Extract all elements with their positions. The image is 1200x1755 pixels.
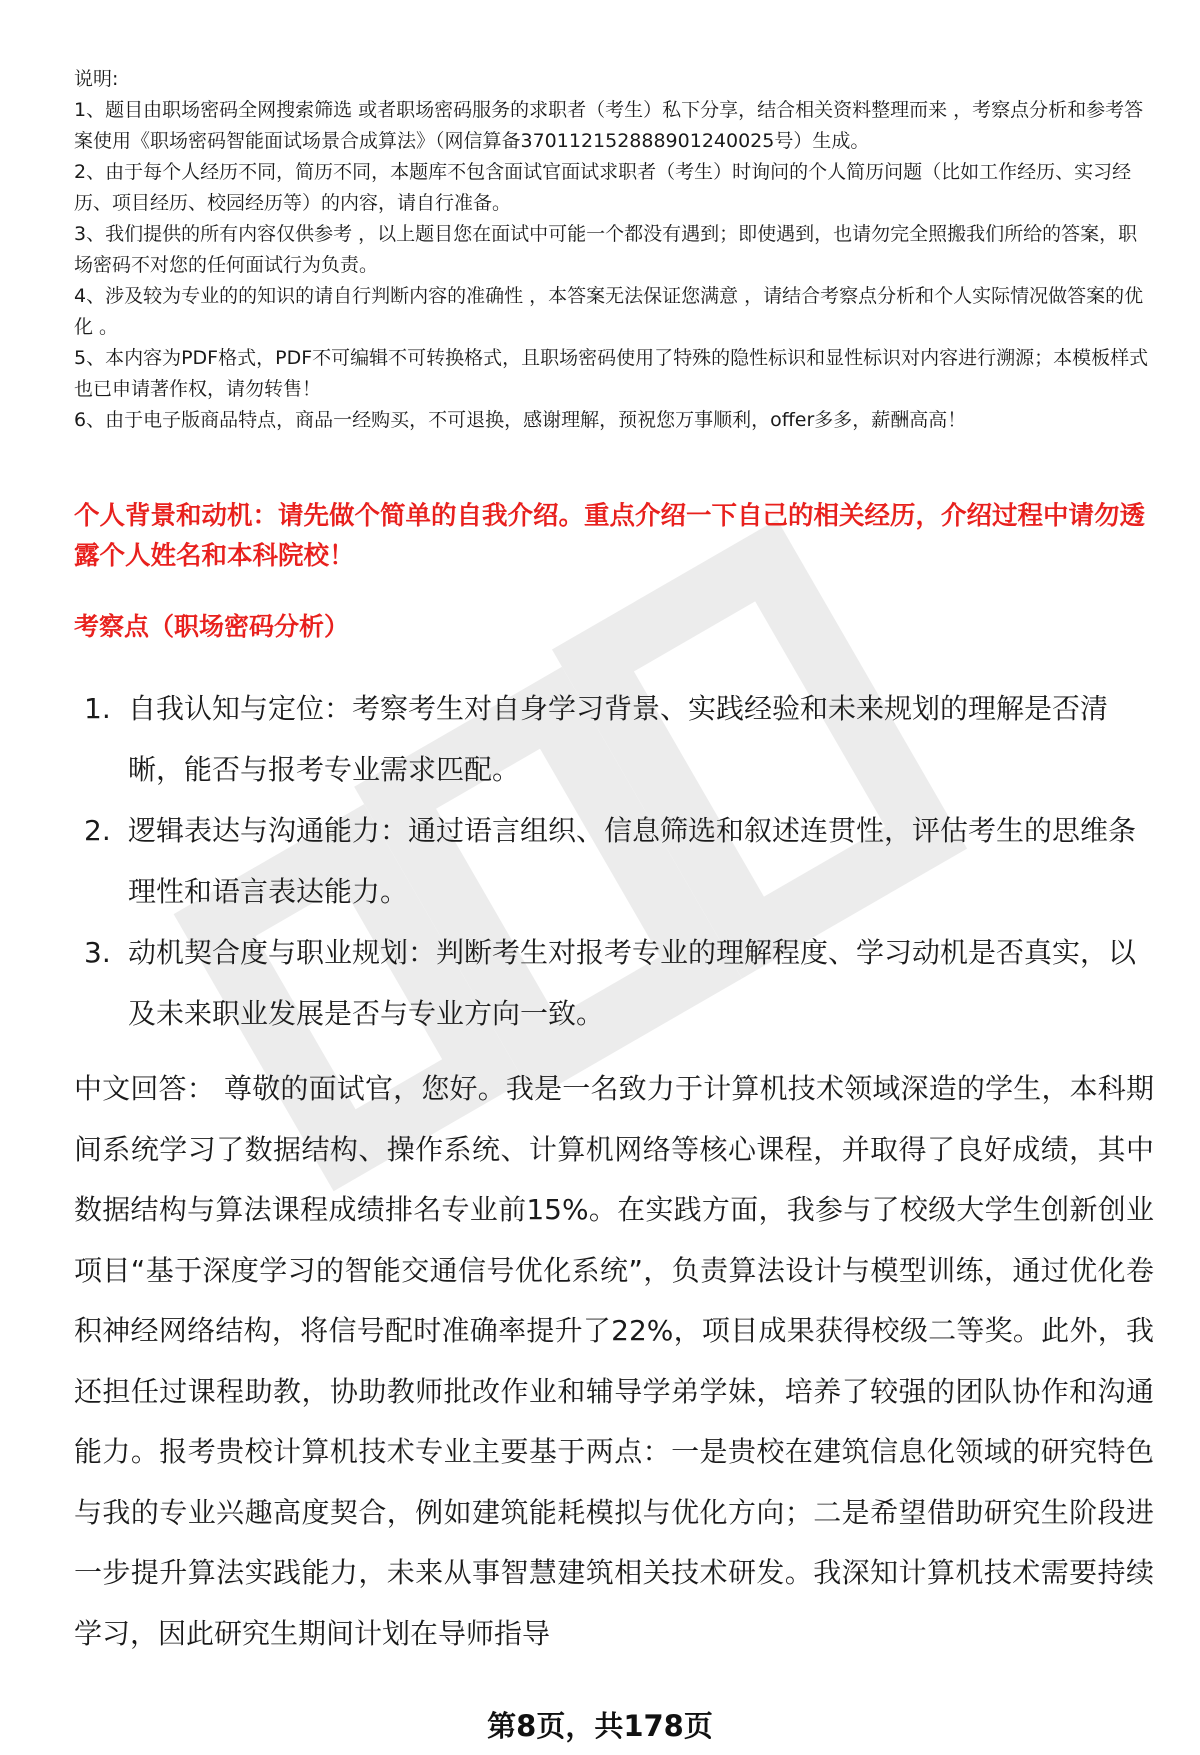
note-item: 2、由于每个人经历不同，简历不同，本题库不包含面试官面试求职者（考生）时询问的个人简历问题（比如工作经历、实习经历、项目经历、校园经历等）的内容，请自行准备。 [74,161,1132,214]
page-number: 第8页，共178页 [487,1709,713,1743]
disclaimer-notes [74,64,1154,436]
point-text: 逻辑表达与沟通能力：通过语言组织、信息筛选和叙述连贯性，评估考生的思维条理性和语言表达能力。 [128,814,1137,908]
analysis-points [74,678,1154,1044]
note-item: 1、题目由职场密码全网搜索筛选 或者职场密码服务的求职者（考生）私下分享，结合相关资料整理而来 ，考察点分析和参考答案使用《职场密码智能面试场景合成算法》（网信算备370112152888901240025号）生成。 [74,99,1144,152]
note-item: 3、我们提供的所有内容仅供参考 ，以上题目您在面试中可能一个都没有遇到；即使遇到，也请勿完全照搬我们所给的答案，职场密码不对您的任何面试行为负责。 [74,223,1138,276]
answer-text: 中文回答： 尊敬的面试官，您好。我是一名致力于计算机技术领域深造的学生，本科期间系统学习了数据结构、操作系统、计算机网络等核心课程，并取得了良好成绩，其中数据结构与算法课程成绩排名专业前15%。在实践方面，我参与了校级大学生创新创业项目“基于深度学习的智能交通信号优化系统”，负责算法设计与模型训练，通过优化卷积神经网络结构，将信号配时准确率提升了22%，项目成果获得校级二等奖。此外，我还担任过课程助教，协助教师批改作业和辅导学弟学妹，培养了较强的团队协作和沟通能力。报考贵校计算机技术专业主要基于两点：一是贵校在建筑信息化领域的研究特色与我的专业兴趣高度契合，例如建筑能耗模拟与优化方向；二是希望借助研究生阶段进一步提升算法实践能力，未来从事智慧建筑相关技术研发。我深知计算机技术需要持续学习，因此研究生期间计划在导师指导 [74,1072,1154,1650]
point-number: 3. [84,936,111,969]
analysis-point [74,922,1154,1044]
question-title: 个人背景和动机：请先做个简单的自我介绍。重点介绍一下自己的相关经历，介绍过程中请勿透露个人姓名和本科院校！ [74,501,1146,571]
point-number: 1. [84,692,111,725]
analysis-heading: 考察点（职场密码分析） [74,612,350,641]
analysis-point [74,678,1154,800]
note-item: 4、涉及较为专业的的知识的请自行判断内容的准确性 ，本答案无法保证您满意 ，请结合考察点分析和个人实际情况做答案的优化 。 [74,285,1144,338]
note-item: 6、由于电子版商品特点，商品一经购买，不可退换，感谢理解，预祝您万事顺利，offer多多，薪酬高高！ [74,409,967,431]
analysis-point [74,800,1154,922]
note-item: 5、本内容为PDF格式，PDF不可编辑不可转换格式，且职场密码使用了特殊的隐性标识和显性标识对内容进行溯源；本模板样式也已申请著作权，请勿转售！ [74,347,1149,400]
point-text: 动机契合度与职业规划：判断考生对报考专业的理解程度、学习动机是否真实，以及未来职业发展是否与专业方向一致。 [128,936,1137,1030]
point-text: 自我认知与定位：考察考生对自身学习背景、实践经验和未来规划的理解是否清晰，能否与报考专业需求匹配。 [128,692,1109,786]
notes-heading: 说明: [74,68,119,90]
point-number: 2. [84,814,111,847]
